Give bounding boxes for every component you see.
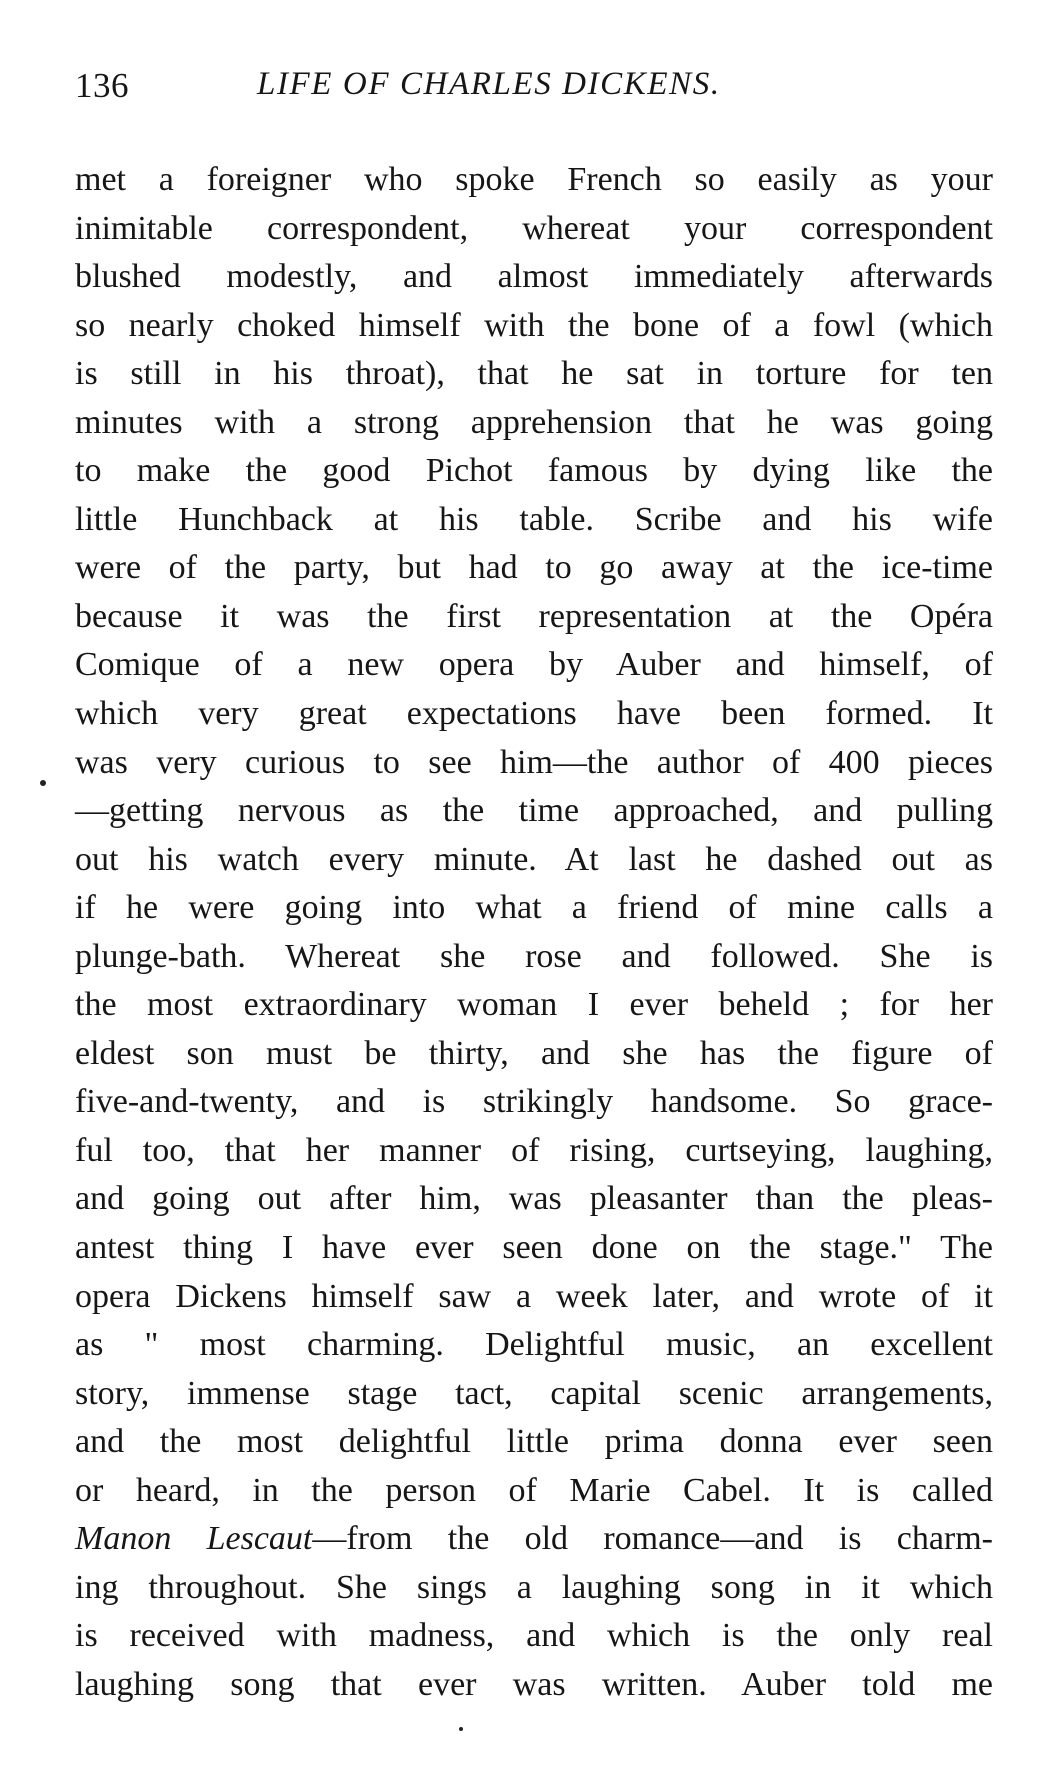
text-line: to make the good Pichot famous by dying like the [75, 452, 993, 490]
text-line: inimitable correspondent, whereat your correspondent [75, 209, 993, 247]
text-line: blushed modestly, and almost immediately afterwards [75, 258, 993, 296]
text-line: the most extraordinary woman I ever beheld ; for her [75, 986, 993, 1024]
text-line: or heard, in the person of Marie Cabel. It is called [75, 1471, 993, 1509]
print-speck [40, 780, 46, 786]
text-line-with-italic-title [75, 1515, 993, 1564]
text-line: Comique of a new opera by Auber and himself, of [75, 646, 993, 684]
text-line: because it was the first representation at the Opéra [75, 597, 993, 635]
text-line: ful too, that her manner of rising, curtseying, laughing, [75, 1131, 993, 1169]
text-line: antest thing I have ever seen done on the stage." The [75, 1229, 993, 1267]
text-line: —getting nervous as the time approached, and pulling [75, 792, 993, 830]
text-line: met a foreigner who spoke French so easily as your [75, 161, 993, 198]
text-line: five-and-twenty, and is strikingly handsome. So grace- [75, 1083, 993, 1121]
text-line: story, immense stage tact, capital scenic arrangements, [75, 1374, 993, 1412]
text-line: plunge-bath. Whereat she rose and followed. She is [75, 937, 993, 975]
running-header [75, 66, 995, 114]
italic-opera-title: Manon Lescaut [75, 1520, 313, 1558]
text-line: was very curious to see him—the author of 400 pieces [75, 743, 993, 781]
text-line: and going out after him, was pleasanter than the pleas- [75, 1180, 993, 1218]
text-line: if he were going into what a friend of mine calls a [75, 889, 993, 927]
text-line: were of the party, but had to go away at the ice-time [75, 549, 993, 587]
text-line-rest: —from the old romance—and is charm- [312, 1520, 994, 1558]
text-line: eldest son must be thirty, and she has the figure of [75, 1034, 993, 1072]
running-title: LIFE OF CHARLES DICKENS. [257, 66, 721, 102]
text-line: opera Dickens himself saw a week later, and wrote of it [75, 1277, 993, 1315]
text-line: so nearly choked himself with the bone of a fowl (which [75, 306, 993, 344]
text-line: laughing song that ever was written. Auber told me [75, 1665, 993, 1703]
text-line: little Hunchback at his table. Scribe and his wife [75, 500, 993, 538]
text-line: ing throughout. She sings a laughing song in it which [75, 1568, 993, 1606]
page-number: 136 [75, 66, 129, 105]
text-line: and the most delightful little prima donna ever seen [75, 1423, 993, 1461]
text-line: out his watch every minute. At last he dashed out as [75, 840, 993, 878]
text-line: is received with madness, and which is the only real [75, 1617, 993, 1655]
text-line: minutes with a strong apprehension that he was going [75, 403, 993, 441]
body-text [75, 156, 993, 1710]
text-line: as " most charming. Delightful music, an excellent [75, 1326, 993, 1364]
print-speck [459, 1727, 463, 1731]
text-line: is still in his throat), that he sat in torture for ten [75, 355, 993, 393]
text-line: which very great expectations have been formed. It [75, 695, 993, 733]
